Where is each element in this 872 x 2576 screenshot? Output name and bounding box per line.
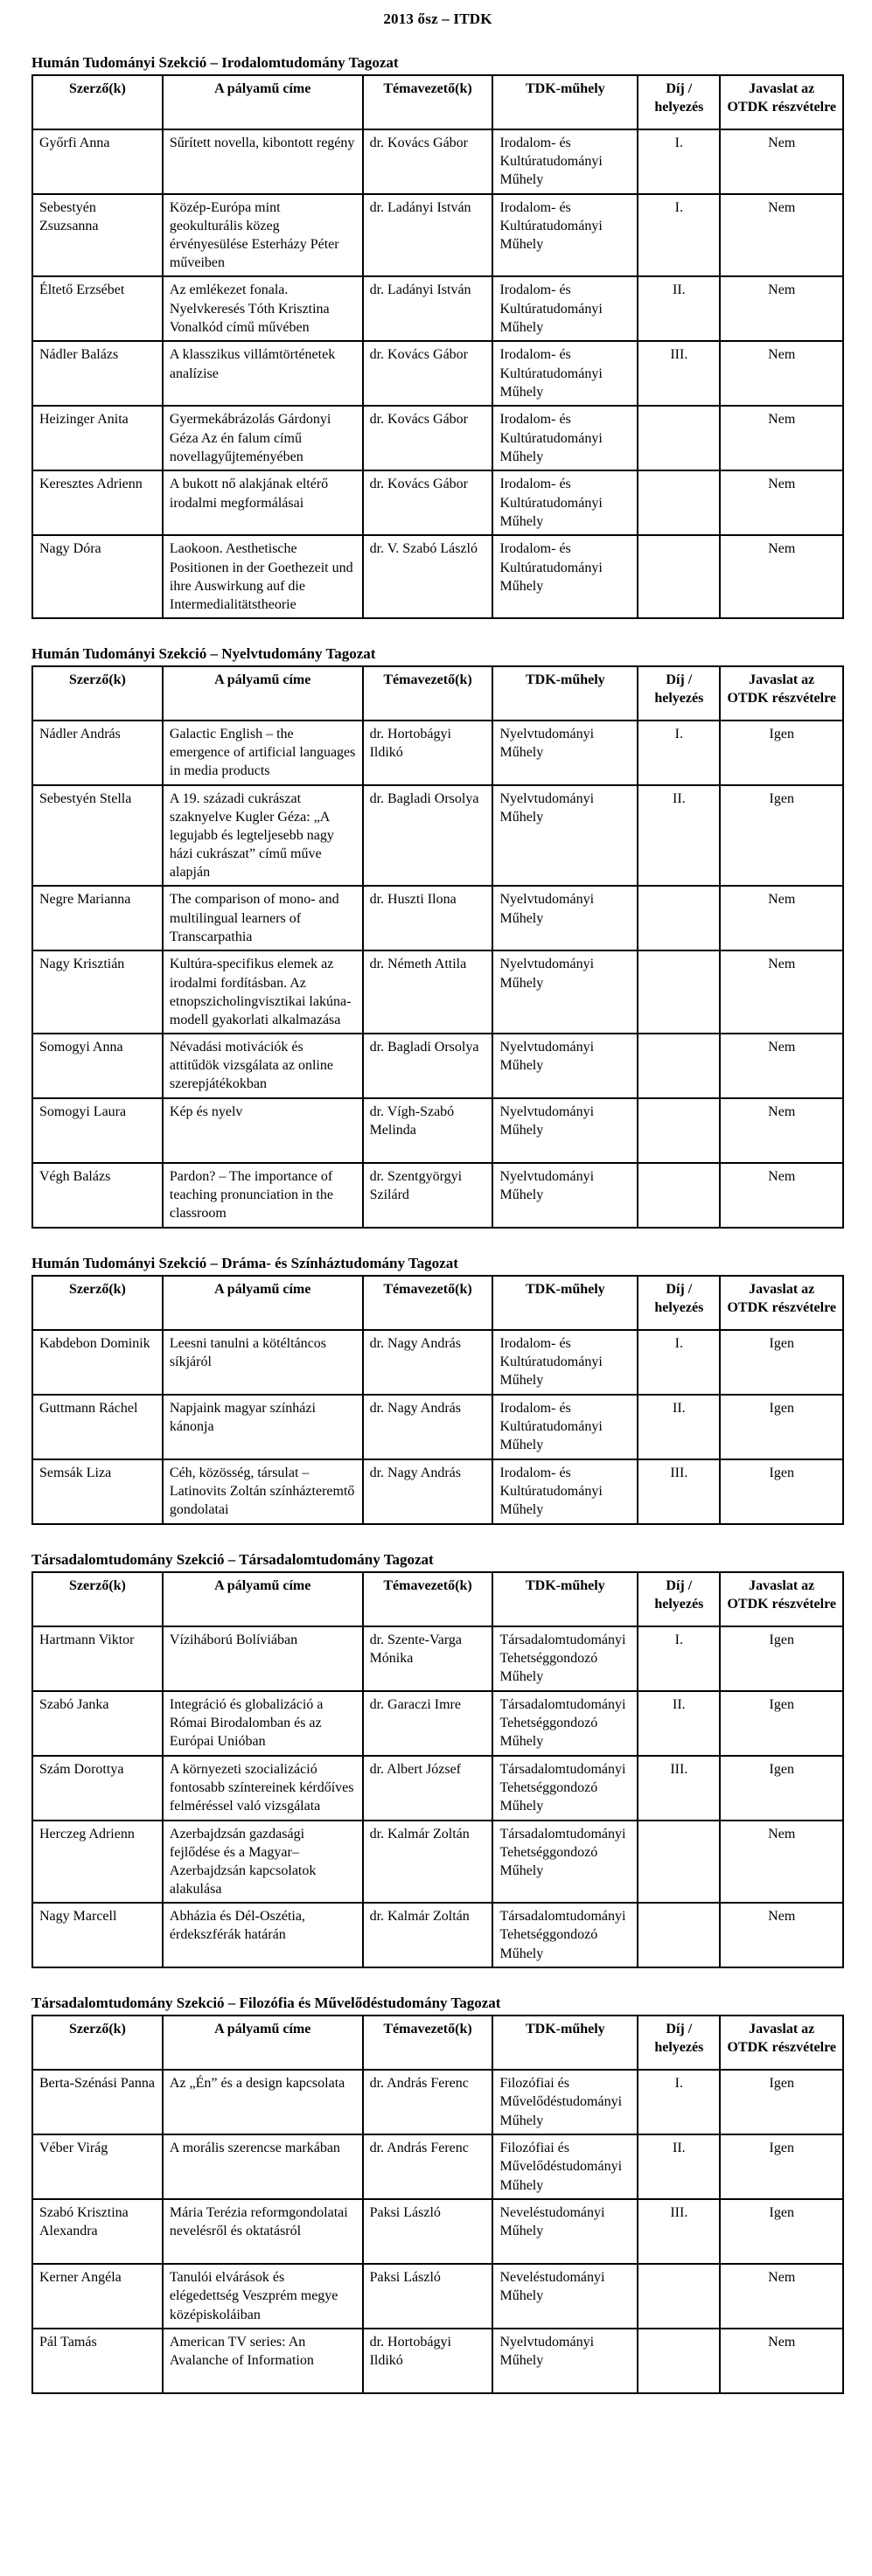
- title-cell: Napjaink magyar színházi kánonja: [163, 1395, 363, 1459]
- author-cell: Nádler Balázs: [32, 341, 163, 406]
- column-header: Javaslat az OTDK részvételre: [720, 666, 843, 721]
- workshop-cell: Irodalom- és Kultúratudományi Műhely: [492, 341, 638, 406]
- table-row: [32, 886, 843, 950]
- author-cell: Nagy Krisztián: [32, 950, 163, 1033]
- award-cell: I.: [638, 1626, 720, 1691]
- column-header: TDK-műhely: [492, 1276, 638, 1330]
- award-cell: III.: [638, 1459, 720, 1524]
- supervisor-cell: dr. András Ferenc: [363, 2070, 493, 2134]
- supervisor-cell: Paksi László: [363, 2199, 493, 2264]
- award-cell: III.: [638, 341, 720, 406]
- table-row: [32, 2329, 843, 2393]
- title-cell: Kultúra-specifikus elemek az irodalmi fordításban. Az etnopszicholingvisztikai lakúna-modell gyakorlati alkalmazása: [163, 950, 363, 1033]
- column-header: Szerző(k): [32, 666, 163, 721]
- award-cell: [638, 1163, 720, 1228]
- supervisor-cell: dr. Kovács Gábor: [363, 129, 493, 194]
- supervisor-cell: dr. Hortobágyi Ildikó: [363, 721, 493, 785]
- title-cell: Céh, közösség, társulat – Latinovits Zoltán színházteremtő gondolatai: [163, 1459, 363, 1524]
- supervisor-cell: dr. Szentgyörgyi Szilárd: [363, 1163, 493, 1228]
- award-cell: II.: [638, 1395, 720, 1459]
- table-row: [32, 406, 843, 470]
- column-header: Díj / helyezés: [638, 75, 720, 129]
- award-cell: I.: [638, 2070, 720, 2134]
- title-cell: A környezeti szocializáció fontosabb színtereinek kérdőíves felméréssel való vizsgálata: [163, 1756, 363, 1821]
- otdk-cell: Nem: [720, 1903, 843, 1967]
- column-header: Témavezető(k): [363, 666, 493, 721]
- table-row: [32, 2070, 843, 2134]
- table-row: [32, 1626, 843, 1691]
- otdk-cell: Nem: [720, 950, 843, 1033]
- title-cell: Mária Terézia reformgondolatai nevelésről és oktatásról: [163, 2199, 363, 2264]
- supervisor-cell: Paksi László: [363, 2264, 493, 2329]
- otdk-cell: Nem: [720, 341, 843, 406]
- otdk-cell: Nem: [720, 2264, 843, 2329]
- supervisor-cell: dr. Nagy András: [363, 1459, 493, 1524]
- supervisor-cell: dr. Szente-Varga Mónika: [363, 1626, 493, 1691]
- award-cell: I.: [638, 129, 720, 194]
- workshop-cell: Irodalom- és Kultúratudományi Műhely: [492, 1395, 638, 1459]
- author-cell: Pál Tamás: [32, 2329, 163, 2393]
- supervisor-cell: dr. Németh Attila: [363, 950, 493, 1033]
- table-row: [32, 721, 843, 785]
- column-header: TDK-műhely: [492, 75, 638, 129]
- title-cell: Közép-Európa mint geokulturális közeg érvényesülése Esterházy Péter műveiben: [163, 194, 363, 276]
- award-cell: [638, 406, 720, 470]
- award-cell: I.: [638, 194, 720, 276]
- author-cell: Szám Dorottya: [32, 1756, 163, 1821]
- supervisor-cell: dr. Kalmár Zoltán: [363, 1903, 493, 1967]
- column-header: TDK-műhely: [492, 666, 638, 721]
- supervisor-cell: dr. Hortobágyi Ildikó: [363, 2329, 493, 2393]
- results-table: [31, 74, 844, 619]
- table-row: [32, 1821, 843, 1903]
- column-header: Javaslat az OTDK részvételre: [720, 1572, 843, 1626]
- author-cell: Sebestyén Zsuzsanna: [32, 194, 163, 276]
- workshop-cell: Nyelvtudományi Műhely: [492, 1098, 638, 1163]
- table-header-row: [32, 2016, 843, 2070]
- section-title: Humán Tudományi Szekció – Dráma- és Színháztudomány Tagozat: [31, 1254, 458, 1271]
- workshop-cell: Irodalom- és Kultúratudományi Műhely: [492, 129, 638, 194]
- column-header: Témavezető(k): [363, 1572, 493, 1626]
- workshop-cell: Irodalom- és Kultúratudományi Műhely: [492, 535, 638, 617]
- workshop-cell: Társadalomtudományi Tehetséggondozó Műhely: [492, 1626, 638, 1691]
- otdk-cell: Igen: [720, 1626, 843, 1691]
- award-cell: I.: [638, 721, 720, 785]
- title-cell: Gyermekábrázolás Gárdonyi Géza Az én falum című novellagyűjteményében: [163, 406, 363, 470]
- workshop-cell: Nyelvtudományi Műhely: [492, 1034, 638, 1098]
- otdk-cell: Igen: [720, 1330, 843, 1395]
- award-cell: [638, 2264, 720, 2329]
- column-header: TDK-műhely: [492, 1572, 638, 1626]
- award-cell: [638, 470, 720, 535]
- supervisor-cell: dr. Bagladi Orsolya: [363, 1034, 493, 1098]
- otdk-cell: Nem: [720, 470, 843, 535]
- table-row: [32, 129, 843, 194]
- table-row: [32, 785, 843, 887]
- table-row: [32, 276, 843, 341]
- results-table: [31, 2015, 844, 2394]
- section: [31, 54, 844, 619]
- results-table: [31, 1571, 844, 1968]
- title-cell: Pardon? – The importance of teaching pronunciation in the classroom: [163, 1163, 363, 1228]
- author-cell: Negre Marianna: [32, 886, 163, 950]
- supervisor-cell: dr. Vígh-Szabó Melinda: [363, 1098, 493, 1163]
- title-cell: Sűrített novella, kibontott regény: [163, 129, 363, 194]
- table-row: [32, 1691, 843, 1756]
- otdk-cell: Nem: [720, 535, 843, 617]
- workshop-cell: Irodalom- és Kultúratudományi Műhely: [492, 470, 638, 535]
- supervisor-cell: dr. Kovács Gábor: [363, 341, 493, 406]
- otdk-cell: Nem: [720, 1034, 843, 1098]
- section: [31, 1995, 844, 2394]
- author-cell: Berta-Szénási Panna: [32, 2070, 163, 2134]
- table-row: [32, 950, 843, 1033]
- otdk-cell: Nem: [720, 886, 843, 950]
- column-header: Díj / helyezés: [638, 1276, 720, 1330]
- workshop-cell: Társadalomtudományi Tehetséggondozó Műhely: [492, 1691, 638, 1756]
- sections-container: [31, 54, 844, 2394]
- otdk-cell: Igen: [720, 2199, 843, 2264]
- award-cell: II.: [638, 2134, 720, 2199]
- section-title: Társadalomtudomány Szekció – Filozófia és Művelődéstudomány Tagozat: [31, 1995, 501, 2012]
- title-cell: Laokoon. Aesthetische Positionen in der Goethezeit und ihre Auswirkung auf die Intermedialitätstheorie: [163, 535, 363, 617]
- author-cell: Nagy Dóra: [32, 535, 163, 617]
- otdk-cell: Nem: [720, 276, 843, 341]
- author-cell: Szabó Krisztina Alexandra: [32, 2199, 163, 2264]
- table-row: [32, 1098, 843, 1163]
- title-cell: Galactic English – the emergence of artificial languages in media products: [163, 721, 363, 785]
- title-cell: A klasszikus villámtörténetek analízise: [163, 341, 363, 406]
- award-cell: [638, 1098, 720, 1163]
- title-cell: Az emlékezet fonala. Nyelvkeresés Tóth Krisztina Vonalkód című művében: [163, 276, 363, 341]
- title-cell: Integráció és globalizáció a Római Birodalomban és az Európai Unióban: [163, 1691, 363, 1756]
- column-header: Szerző(k): [32, 75, 163, 129]
- table-row: [32, 1756, 843, 1821]
- table-header-row: [32, 666, 843, 721]
- supervisor-cell: dr. Ladányi István: [363, 194, 493, 276]
- otdk-cell: Nem: [720, 194, 843, 276]
- author-cell: Nagy Marcell: [32, 1903, 163, 1967]
- supervisor-cell: dr. Huszti Ilona: [363, 886, 493, 950]
- otdk-cell: Igen: [720, 1395, 843, 1459]
- table-header-row: [32, 75, 843, 129]
- author-cell: Guttmann Ráchel: [32, 1395, 163, 1459]
- title-cell: Kép és nyelv: [163, 1098, 363, 1163]
- otdk-cell: Nem: [720, 1821, 843, 1903]
- column-header: Szerző(k): [32, 2016, 163, 2070]
- author-cell: Somogyi Laura: [32, 1098, 163, 1163]
- workshop-cell: Társadalomtudományi Tehetséggondozó Műhely: [492, 1756, 638, 1821]
- otdk-cell: Nem: [720, 1098, 843, 1163]
- author-cell: Éltető Erzsébet: [32, 276, 163, 341]
- workshop-cell: Filozófiai és Művelődéstudományi Műhely: [492, 2134, 638, 2199]
- section-title: Humán Tudományi Szekció – Nyelvtudomány Tagozat: [31, 644, 376, 662]
- author-cell: Nádler András: [32, 721, 163, 785]
- workshop-cell: Neveléstudományi Műhely: [492, 2199, 638, 2264]
- table-row: [32, 470, 843, 535]
- supervisor-cell: dr. Nagy András: [363, 1330, 493, 1395]
- title-cell: Névadási motivációk és attitűdök vizsgálata az online szerepjátékokban: [163, 1034, 363, 1098]
- author-cell: Hartmann Viktor: [32, 1626, 163, 1691]
- table-row: [32, 1395, 843, 1459]
- section: [31, 1551, 844, 1968]
- page-title: 2013 ősz – ITDK: [383, 10, 492, 27]
- table-row: [32, 1163, 843, 1228]
- author-cell: Győrfi Anna: [32, 129, 163, 194]
- supervisor-cell: dr. Ladányi István: [363, 276, 493, 341]
- author-cell: Heizinger Anita: [32, 406, 163, 470]
- author-cell: Keresztes Adrienn: [32, 470, 163, 535]
- workshop-cell: Nyelvtudományi Műhely: [492, 2329, 638, 2393]
- title-cell: Azerbajdzsán gazdasági fejlődése és a Magyar–Azerbajdzsán kapcsolatok alakulása: [163, 1821, 363, 1903]
- results-table: [31, 665, 844, 1229]
- table-row: [32, 2264, 843, 2329]
- author-cell: Semsák Liza: [32, 1459, 163, 1524]
- otdk-cell: Igen: [720, 1459, 843, 1524]
- author-cell: Véber Virág: [32, 2134, 163, 2199]
- column-header: Javaslat az OTDK részvételre: [720, 75, 843, 129]
- column-header: Témavezető(k): [363, 1276, 493, 1330]
- workshop-cell: Nyelvtudományi Műhely: [492, 785, 638, 887]
- table-row: [32, 1034, 843, 1098]
- table-row: [32, 1330, 843, 1395]
- author-cell: Kabdebon Dominik: [32, 1330, 163, 1395]
- section-title: Társadalomtudomány Szekció – Társadalomtudomány Tagozat: [31, 1550, 434, 1568]
- award-cell: [638, 1821, 720, 1903]
- workshop-cell: Irodalom- és Kultúratudományi Műhely: [492, 406, 638, 470]
- otdk-cell: Nem: [720, 129, 843, 194]
- award-cell: [638, 1034, 720, 1098]
- award-cell: [638, 2329, 720, 2393]
- author-cell: Sebestyén Stella: [32, 785, 163, 887]
- section: [31, 645, 844, 1229]
- author-cell: Herczeg Adrienn: [32, 1821, 163, 1903]
- author-cell: Somogyi Anna: [32, 1034, 163, 1098]
- workshop-cell: Neveléstudományi Műhely: [492, 2264, 638, 2329]
- title-cell: A morális szerencse markában: [163, 2134, 363, 2199]
- supervisor-cell: dr. Nagy András: [363, 1395, 493, 1459]
- column-header: Témavezető(k): [363, 2016, 493, 2070]
- title-cell: Tanulói elvárások és elégedettség Veszprém megye középiskoláiban: [163, 2264, 363, 2329]
- otdk-cell: Igen: [720, 785, 843, 887]
- table-row: [32, 1459, 843, 1524]
- column-header: Javaslat az OTDK részvételre: [720, 1276, 843, 1330]
- title-cell: Abházia és Dél-Oszétia, érdekszférák határán: [163, 1903, 363, 1967]
- column-header: A pályamű címe: [163, 1276, 363, 1330]
- workshop-cell: Társadalomtudományi Tehetséggondozó Műhely: [492, 1903, 638, 1967]
- workshop-cell: Irodalom- és Kultúratudományi Műhely: [492, 1459, 638, 1524]
- workshop-cell: Nyelvtudományi Műhely: [492, 886, 638, 950]
- table-header-row: [32, 1572, 843, 1626]
- otdk-cell: Igen: [720, 721, 843, 785]
- otdk-cell: Nem: [720, 406, 843, 470]
- supervisor-cell: dr. Kovács Gábor: [363, 470, 493, 535]
- title-cell: The comparison of mono- and multilingual learners of Transcarpathia: [163, 886, 363, 950]
- title-cell: American TV series: An Avalanche of Information: [163, 2329, 363, 2393]
- table-row: [32, 341, 843, 406]
- award-cell: [638, 886, 720, 950]
- otdk-cell: Igen: [720, 2070, 843, 2134]
- table-row: [32, 2134, 843, 2199]
- column-header: A pályamű címe: [163, 1572, 363, 1626]
- workshop-cell: Nyelvtudományi Műhely: [492, 1163, 638, 1228]
- award-cell: II.: [638, 1691, 720, 1756]
- supervisor-cell: dr. András Ferenc: [363, 2134, 493, 2199]
- column-header: A pályamű címe: [163, 666, 363, 721]
- otdk-cell: Igen: [720, 1691, 843, 1756]
- workshop-cell: Nyelvtudományi Műhely: [492, 950, 638, 1033]
- column-header: Témavezető(k): [363, 75, 493, 129]
- award-cell: [638, 950, 720, 1033]
- results-table: [31, 1275, 844, 1525]
- section-title: Humán Tudományi Szekció – Irodalomtudomány Tagozat: [31, 54, 399, 71]
- otdk-cell: Nem: [720, 2329, 843, 2393]
- award-cell: II.: [638, 785, 720, 887]
- award-cell: III.: [638, 1756, 720, 1821]
- supervisor-cell: dr. Bagladi Orsolya: [363, 785, 493, 887]
- supervisor-cell: dr. Kalmár Zoltán: [363, 1821, 493, 1903]
- table-row: [32, 1903, 843, 1967]
- award-cell: III.: [638, 2199, 720, 2264]
- column-header: A pályamű címe: [163, 75, 363, 129]
- otdk-cell: Igen: [720, 2134, 843, 2199]
- award-cell: [638, 535, 720, 617]
- column-header: Javaslat az OTDK részvételre: [720, 2016, 843, 2070]
- workshop-cell: Irodalom- és Kultúratudományi Műhely: [492, 1330, 638, 1395]
- author-cell: Szabó Janka: [32, 1691, 163, 1756]
- title-cell: Víziháború Bolíviában: [163, 1626, 363, 1691]
- title-cell: A 19. századi cukrászat szaknyelve Kugler Géza: „A legujabb és legteljesebb nagy házi cukrászat” című műve alapján: [163, 785, 363, 887]
- column-header: Díj / helyezés: [638, 666, 720, 721]
- award-cell: [638, 1903, 720, 1967]
- award-cell: II.: [638, 276, 720, 341]
- workshop-cell: Irodalom- és Kultúratudományi Műhely: [492, 276, 638, 341]
- workshop-cell: Filozófiai és Művelődéstudományi Műhely: [492, 2070, 638, 2134]
- otdk-cell: Igen: [720, 1756, 843, 1821]
- column-header: TDK-műhely: [492, 2016, 638, 2070]
- column-header: Díj / helyezés: [638, 2016, 720, 2070]
- title-cell: A bukott nő alakjának eltérő irodalmi megformálásai: [163, 470, 363, 535]
- author-cell: Kerner Angéla: [32, 2264, 163, 2329]
- column-header: Szerző(k): [32, 1572, 163, 1626]
- workshop-cell: Társadalomtudományi Tehetséggondozó Műhely: [492, 1821, 638, 1903]
- table-header-row: [32, 1276, 843, 1330]
- otdk-cell: Nem: [720, 1163, 843, 1228]
- author-cell: Végh Balázs: [32, 1163, 163, 1228]
- workshop-cell: Irodalom- és Kultúratudományi Műhely: [492, 194, 638, 276]
- column-header: Szerző(k): [32, 1276, 163, 1330]
- award-cell: I.: [638, 1330, 720, 1395]
- table-row: [32, 194, 843, 276]
- supervisor-cell: dr. Kovács Gábor: [363, 406, 493, 470]
- title-cell: Leesni tanulni a kötéltáncos síkjáról: [163, 1330, 363, 1395]
- supervisor-cell: dr. V. Szabó László: [363, 535, 493, 617]
- workshop-cell: Nyelvtudományi Műhely: [492, 721, 638, 785]
- table-row: [32, 2199, 843, 2264]
- title-cell: Az „Én” és a design kapcsolata: [163, 2070, 363, 2134]
- supervisor-cell: dr. Albert József: [363, 1756, 493, 1821]
- column-header: Díj / helyezés: [638, 1572, 720, 1626]
- section: [31, 1255, 844, 1525]
- supervisor-cell: dr. Garaczi Imre: [363, 1691, 493, 1756]
- table-row: [32, 535, 843, 617]
- column-header: A pályamű címe: [163, 2016, 363, 2070]
